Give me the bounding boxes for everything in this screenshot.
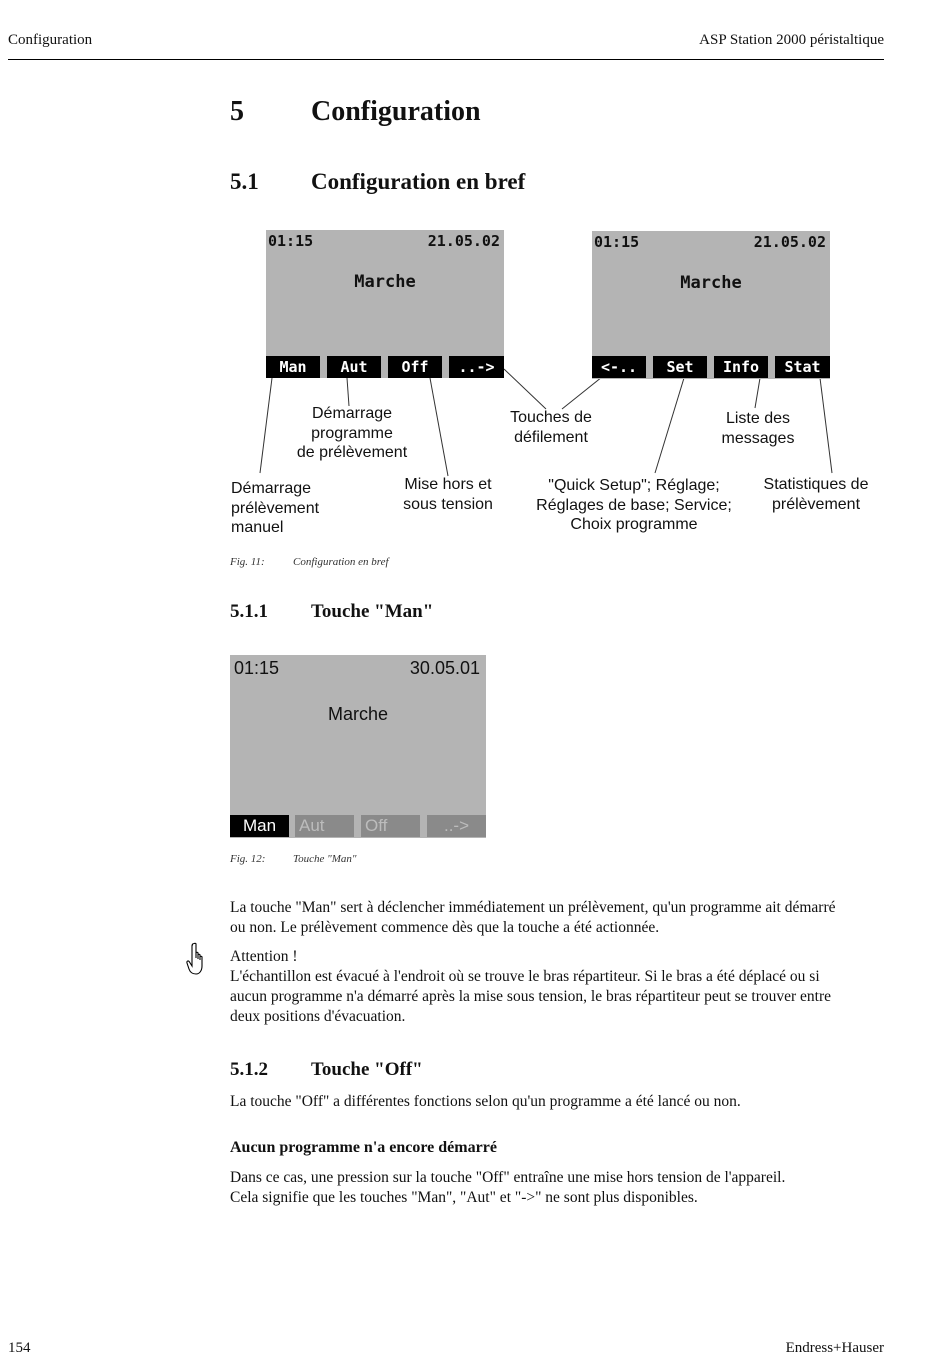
- header-rule: [8, 59, 884, 60]
- figure-12-caption-text: Touche "Man": [293, 853, 357, 865]
- softkey-aut[interactable]: Aut: [295, 815, 354, 837]
- softkey-man[interactable]: Man: [266, 356, 320, 378]
- softkey-scroll-left[interactable]: <-..: [592, 356, 646, 378]
- annotation-statistiques: Statistiques de prélèvement: [763, 476, 869, 513]
- softkey-set[interactable]: Set: [653, 356, 707, 378]
- lcd-display-right: [592, 231, 830, 379]
- annotation-demarrage-programme: Démarrage programme de prélèvement: [296, 405, 408, 461]
- attention-block: Attention ! L'échantillon est évacué à l'endroit où se trouve le bras répartiteur. Si le bras a été déplacé ou si aucun programme n'a démarré après la mise sous tension, le bras répartiteur peut se trouver entre deux positions d'évacuation.: [230, 947, 890, 1027]
- display-status: Marche: [354, 272, 416, 292]
- final-paragraph: Dans ce cas, une pression sur la touche "Off" entraîne une mise hors tension de l'appareil. Cela signifie que les touches "Man", "Aut" et "->" ne sont plus disponibles.: [230, 1169, 786, 1206]
- display-time: 01:15: [594, 233, 640, 251]
- display-date: 30.05.01: [409, 658, 480, 678]
- softkey-off[interactable]: Off: [361, 815, 420, 837]
- attention-title: Attention !: [230, 948, 298, 965]
- softkey-stat[interactable]: Stat: [775, 356, 830, 378]
- lcd-display-left: [266, 230, 504, 378]
- display-date: 21.05.02: [753, 233, 826, 251]
- annotation-liste-messages: Liste des messages: [721, 410, 795, 447]
- chapter-title: Configuration: [311, 96, 481, 127]
- display-status: Marche: [680, 273, 742, 293]
- annotation-mise-hors-tension: Mise hors et sous tension: [403, 476, 493, 513]
- subheading-no-program: Aucun programme n'a encore démarré: [230, 1139, 497, 1156]
- section-5-1-number: 5.1: [230, 169, 259, 194]
- chapter-number: 5: [230, 96, 244, 127]
- lcd-display-man: [230, 655, 486, 838]
- figure-11-caption-text: Configuration en bref: [293, 556, 389, 568]
- figure-12-caption-label: Fig. 12:: [230, 853, 266, 865]
- man-key-paragraph: La touche "Man" sert à déclencher immédiatement un prélèvement, qu'un programme ait démarré ou non. Le prélèvement commence dès que la touche a été actionnée.: [230, 899, 836, 936]
- display-status: Marche: [327, 704, 389, 724]
- softkey-man[interactable]: Man: [230, 815, 289, 837]
- off-key-paragraph: La touche "Off" a différentes fonctions selon qu'un programme a été lancé ou non.: [230, 1093, 741, 1110]
- footer-brand: Endress+Hauser: [785, 1340, 884, 1356]
- figure-11-caption-label: Fig. 11:: [230, 556, 265, 568]
- softkey-scroll-right[interactable]: ..->: [449, 356, 504, 378]
- section-5-1-1-title: Touche "Man": [311, 601, 434, 622]
- softkey-off[interactable]: Off: [388, 356, 442, 378]
- pointing-hand-icon: [186, 942, 208, 981]
- softkey-aut[interactable]: Aut: [327, 356, 381, 378]
- section-5-1-title: Configuration en bref: [311, 169, 526, 194]
- section-5-1-1-number: 5.1.1: [230, 601, 268, 622]
- display-time: 01:15: [268, 232, 314, 250]
- softkey-info[interactable]: Info: [714, 356, 768, 378]
- section-5-1-2-title: Touche "Off": [311, 1059, 423, 1080]
- display-time: 01:15: [234, 658, 280, 678]
- annotation-touches-defilement: Touches de défilement: [510, 409, 592, 446]
- annotation-demarrage-manuel: Démarrage prélèvement manuel: [231, 480, 320, 536]
- annotation-quick-setup: "Quick Setup"; Réglage; Réglages de base; Service; Choix programme: [536, 477, 732, 533]
- section-5-1-2-number: 5.1.2: [230, 1059, 268, 1080]
- running-header-right: ASP Station 2000 péristaltique: [699, 32, 884, 48]
- page-number: 154: [8, 1340, 31, 1356]
- display-date: 21.05.02: [427, 232, 500, 250]
- figure-11: [228, 228, 888, 548]
- softkey-scroll-right[interactable]: ..->: [427, 815, 486, 837]
- running-header-left: Configuration: [8, 32, 93, 48]
